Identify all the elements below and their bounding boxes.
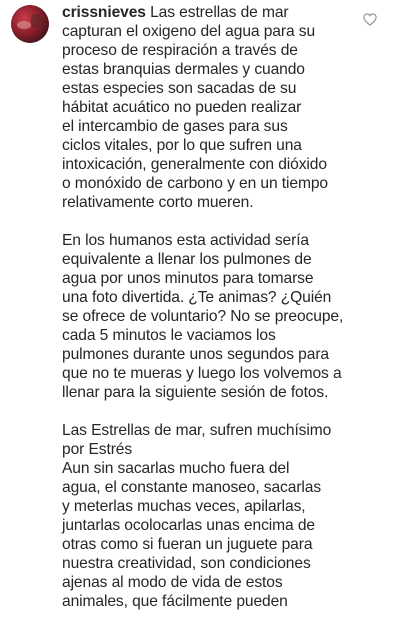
avatar-highlight [17,21,31,29]
username-link[interactable]: crissnieves [62,4,146,21]
avatar[interactable] [11,5,49,43]
comment-paragraph: Las Estrellas de mar, sufren muchísimo por Estrés Aun sin sacarlas mucho fuera del agua, el constante manoseo, sacarlas y meterlas muchas veces, apilarlas, juntarlas ocolocarlas unas encima de otras como si fueran un juguete para nuestra creatividad, son condiciones ajenas al modo de vida de estos animales, que fácilmente pueden [62,422,332,610]
comment-text: Las estrellas de mar capturan el oxigeno del agua para su proceso de respiración a través de estas branquias dermales y cuando estas especies son sacadas de su hábitat acuático no pueden realizar el intercambio de gases para sus ciclos vitales, por lo que sufren una intoxicación, generalmente con dióxido o monóxido de carbono y en un tiempo relativamente corto mueren. [62,4,329,211]
avatar-shadow [31,14,41,28]
heart-outline-icon[interactable] [363,13,377,26]
comment-body [62,3,362,630]
comment-paragraph [62,3,362,212]
comment-paragraph: En los humanos esta actividad sería equivalente a llenar los pulmones de agua por unos minutos para tomarse una foto divertida. ¿Te animas? ¿Quién se ofrece de voluntario? No se preocupe, cada 5 minutos le vaciamos los pulmones durante unos segundos para que no te mueras y luego los volvemos a llenar para la siguiente sesión de fotos. [62,232,344,401]
